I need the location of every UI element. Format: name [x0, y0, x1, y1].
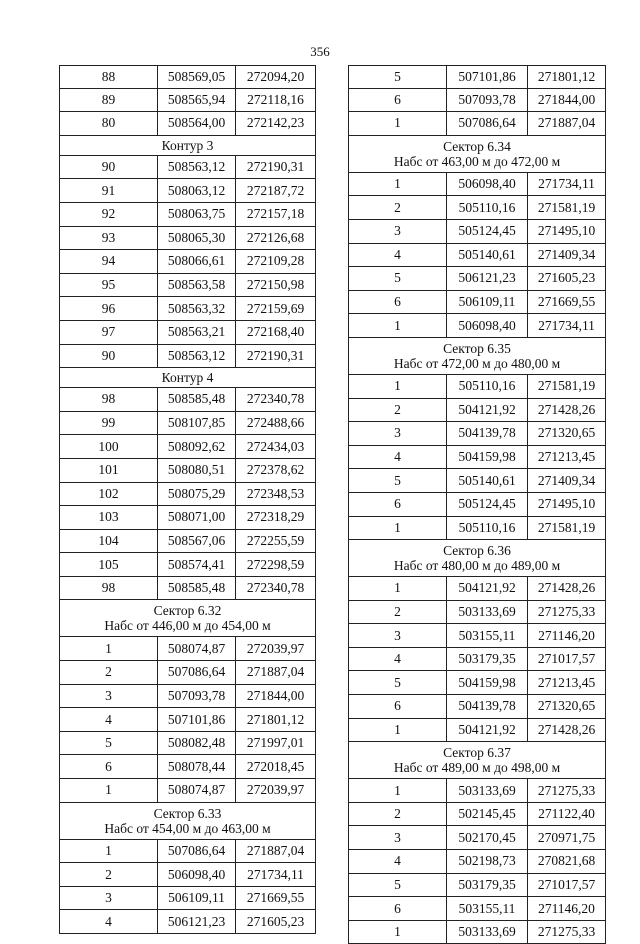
x-coordinate-cell: 502145,45 — [447, 803, 528, 826]
table-row — [59, 345, 316, 369]
table-row — [348, 422, 606, 446]
x-coordinate-cell: 508563,58 — [158, 274, 236, 297]
y-coordinate-cell: 270971,75 — [537, 829, 596, 845]
point-number-cell: 3 — [349, 422, 447, 445]
point-number-cell: 3 — [349, 220, 447, 243]
point-number-cell: 1 — [60, 637, 158, 660]
y-coordinate-cell: 271320,65 — [537, 698, 596, 714]
y-coordinate-cell: 271887,04 — [246, 664, 305, 680]
y-coordinate-cell: 271017,57 — [537, 651, 596, 667]
point-number-cell: 1 — [349, 779, 447, 802]
x-coordinate-cell: 503179,35 — [447, 648, 528, 671]
point-number-cell: 6 — [349, 695, 447, 718]
point-number-cell: 98 — [60, 577, 158, 600]
y-coordinate-cell: 271122,40 — [538, 806, 595, 822]
y-coordinate-cell: 270821,68 — [537, 853, 596, 869]
y-coordinate-cell: 271409,34 — [537, 246, 596, 262]
table-row — [348, 244, 606, 268]
point-number-cell: 89 — [60, 89, 158, 112]
y-coordinate-cell: 271428,26 — [537, 580, 596, 596]
point-number-cell: 2 — [60, 661, 158, 684]
y-coordinate-cell: 272318,29 — [246, 509, 305, 525]
table-row — [59, 297, 316, 321]
table-row — [348, 671, 606, 695]
point-number-cell: 100 — [60, 435, 158, 458]
table-row — [59, 708, 316, 732]
table-row — [348, 291, 606, 315]
table-row — [348, 874, 606, 898]
point-number-cell: 5 — [349, 469, 447, 492]
section-title: Контур 4 — [161, 370, 214, 386]
table-row — [348, 375, 606, 399]
x-coordinate-cell: 503133,69 — [447, 601, 528, 624]
x-coordinate-cell: 507101,86 — [158, 708, 236, 731]
x-coordinate-cell: 503179,35 — [447, 874, 528, 897]
point-number-cell: 4 — [60, 708, 158, 731]
y-coordinate-cell: 272109,28 — [246, 253, 305, 269]
point-number-cell: 4 — [349, 244, 447, 267]
point-number-cell: 6 — [349, 291, 447, 314]
y-coordinate-cell: 271734,11 — [247, 866, 304, 882]
right-coordinates-table — [348, 65, 606, 944]
table-row — [59, 65, 316, 89]
x-coordinate-cell: 508063,75 — [158, 203, 236, 226]
section-header — [348, 540, 606, 577]
table-row — [59, 755, 316, 779]
section-height-range: Набс от 454,00 м до 463,00 м — [104, 820, 271, 836]
point-number-cell: 6 — [60, 755, 158, 778]
table-row — [348, 89, 606, 113]
point-number-cell: 3 — [60, 887, 158, 910]
section-title: Сектор 6.36 — [443, 543, 511, 559]
y-coordinate-cell: 271801,12 — [246, 711, 305, 727]
point-number-cell: 90 — [60, 156, 158, 179]
x-coordinate-cell: 504121,92 — [447, 719, 528, 742]
x-coordinate-cell: 508065,30 — [158, 227, 236, 250]
x-coordinate-cell: 507086,64 — [158, 840, 236, 863]
left-coordinates-table — [59, 65, 316, 934]
table-row — [59, 435, 316, 459]
table-row — [348, 493, 606, 517]
point-number-cell: 1 — [60, 840, 158, 863]
section-height-range: Набс от 446,00 м до 454,00 м — [104, 618, 271, 634]
x-coordinate-cell: 502198,73 — [447, 850, 528, 873]
point-number-cell: 98 — [60, 388, 158, 411]
table-row — [59, 910, 316, 934]
x-coordinate-cell: 508080,51 — [158, 459, 236, 482]
x-coordinate-cell: 506121,23 — [158, 910, 236, 933]
section-title: Контур 3 — [161, 137, 214, 153]
point-number-cell: 96 — [60, 297, 158, 320]
x-coordinate-cell: 508563,12 — [158, 345, 236, 368]
x-coordinate-cell: 504139,78 — [447, 695, 528, 718]
x-coordinate-cell: 508107,85 — [158, 412, 236, 435]
y-coordinate-cell: 271801,12 — [537, 68, 596, 84]
point-number-cell: 97 — [60, 321, 158, 344]
y-coordinate-cell: 272159,69 — [246, 300, 305, 316]
section-header — [348, 338, 606, 375]
x-coordinate-cell: 508585,48 — [158, 388, 236, 411]
x-coordinate-cell: 506098,40 — [158, 863, 236, 886]
table-row — [59, 203, 316, 227]
table-row — [348, 624, 606, 648]
section-header — [348, 742, 606, 779]
y-coordinate-cell: 271887,04 — [537, 115, 596, 131]
table-row — [59, 732, 316, 756]
table-row — [348, 803, 606, 827]
point-number-cell: 88 — [60, 66, 158, 88]
section-header — [59, 368, 316, 388]
table-row — [348, 446, 606, 470]
x-coordinate-cell: 507093,78 — [447, 89, 528, 112]
table-row — [348, 577, 606, 601]
y-coordinate-cell: 272488,66 — [246, 415, 305, 431]
point-number-cell: 1 — [349, 719, 447, 742]
x-coordinate-cell: 508563,32 — [158, 297, 236, 320]
table-row — [59, 863, 316, 887]
x-coordinate-cell: 508563,12 — [158, 156, 236, 179]
table-row — [348, 850, 606, 874]
y-coordinate-cell: 272126,68 — [246, 229, 305, 245]
y-coordinate-cell: 272168,40 — [246, 324, 305, 340]
table-row — [59, 179, 316, 203]
y-coordinate-cell: 271275,33 — [537, 603, 596, 619]
y-coordinate-cell: 271581,19 — [537, 519, 596, 535]
point-number-cell: 2 — [349, 399, 447, 422]
table-row — [59, 483, 316, 507]
table-row — [348, 648, 606, 672]
point-number-cell: 6 — [349, 897, 447, 920]
y-coordinate-cell: 272255,59 — [246, 532, 305, 548]
point-number-cell: 105 — [60, 553, 158, 576]
table-row — [59, 530, 316, 554]
point-number-cell: 1 — [349, 921, 447, 944]
x-coordinate-cell: 508078,44 — [158, 755, 236, 778]
y-coordinate-cell: 272039,97 — [246, 640, 305, 656]
table-row — [59, 685, 316, 709]
y-coordinate-cell: 272039,97 — [246, 782, 305, 798]
y-coordinate-cell: 272157,18 — [246, 206, 305, 222]
page-number: 356 — [310, 44, 330, 59]
section-height-range: Набс от 480,00 м до 489,00 м — [393, 558, 561, 574]
y-coordinate-cell: 271495,10 — [537, 496, 596, 512]
x-coordinate-cell: 508074,87 — [158, 779, 236, 802]
point-number-cell: 99 — [60, 412, 158, 435]
x-coordinate-cell: 504139,78 — [447, 422, 528, 445]
section-header — [59, 600, 316, 637]
point-number-cell: 95 — [60, 274, 158, 297]
point-number-cell: 4 — [349, 446, 447, 469]
table-row — [348, 719, 606, 743]
section-header — [348, 136, 606, 173]
y-coordinate-cell: 272340,78 — [246, 580, 305, 596]
table-row — [348, 601, 606, 625]
table-row — [348, 695, 606, 719]
table-row — [59, 227, 316, 251]
point-number-cell: 94 — [60, 250, 158, 273]
y-coordinate-cell: 271428,26 — [537, 401, 596, 417]
point-number-cell: 2 — [349, 601, 447, 624]
table-row — [348, 399, 606, 423]
x-coordinate-cell: 506121,23 — [447, 267, 528, 290]
section-title: Сектор 6.34 — [443, 138, 511, 154]
x-coordinate-cell: 508075,29 — [158, 483, 236, 506]
x-coordinate-cell: 503133,69 — [447, 921, 528, 944]
x-coordinate-cell: 508063,12 — [158, 179, 236, 202]
x-coordinate-cell: 505110,16 — [447, 196, 528, 219]
y-coordinate-cell: 272340,78 — [246, 391, 305, 407]
y-coordinate-cell: 271734,11 — [538, 176, 595, 192]
table-row — [59, 250, 316, 274]
section-title: Сектор 6.35 — [443, 340, 511, 356]
y-coordinate-cell: 271409,34 — [537, 472, 596, 488]
x-coordinate-cell: 508564,00 — [158, 112, 236, 135]
y-coordinate-cell: 272298,59 — [246, 556, 305, 572]
point-number-cell: 1 — [60, 779, 158, 802]
y-coordinate-cell: 271605,23 — [537, 270, 596, 286]
table-row — [59, 506, 316, 530]
x-coordinate-cell: 504159,98 — [447, 446, 528, 469]
point-number-cell: 1 — [349, 375, 447, 398]
x-coordinate-cell: 504121,92 — [447, 399, 528, 422]
point-number-cell: 3 — [349, 624, 447, 647]
table-row — [59, 661, 316, 685]
x-coordinate-cell: 508074,87 — [158, 637, 236, 660]
y-coordinate-cell: 271844,00 — [246, 687, 305, 703]
section-height-range: Набс от 463,00 м до 472,00 м — [393, 153, 561, 169]
point-number-cell: 90 — [60, 345, 158, 368]
table-row — [59, 112, 316, 136]
table-row — [59, 156, 316, 180]
section-header — [59, 803, 316, 840]
y-coordinate-cell: 271146,20 — [538, 900, 595, 916]
point-number-cell: 91 — [60, 179, 158, 202]
point-number-cell: 5 — [349, 66, 447, 88]
x-coordinate-cell: 503155,11 — [447, 897, 528, 920]
table-row — [348, 314, 606, 338]
y-coordinate-cell: 272348,53 — [246, 485, 305, 501]
x-coordinate-cell: 504159,98 — [447, 671, 528, 694]
point-number-cell: 5 — [349, 874, 447, 897]
table-row — [348, 220, 606, 244]
table-row — [59, 577, 316, 601]
point-number-cell: 1 — [349, 517, 447, 540]
point-number-cell: 4 — [349, 850, 447, 873]
x-coordinate-cell: 504121,92 — [447, 577, 528, 600]
point-number-cell: 104 — [60, 530, 158, 553]
point-number-cell: 80 — [60, 112, 158, 135]
x-coordinate-cell: 507093,78 — [158, 685, 236, 708]
x-coordinate-cell: 505140,61 — [447, 244, 528, 267]
table-row — [59, 321, 316, 345]
section-header — [59, 136, 316, 156]
y-coordinate-cell: 272187,72 — [246, 182, 305, 198]
y-coordinate-cell: 272378,62 — [246, 462, 305, 478]
y-coordinate-cell: 271669,55 — [537, 294, 596, 310]
table-row — [59, 459, 316, 483]
point-number-cell: 2 — [349, 196, 447, 219]
point-number-cell: 4 — [60, 910, 158, 933]
table-row — [348, 65, 606, 89]
section-height-range: Набс от 489,00 м до 498,00 м — [393, 760, 561, 776]
table-row — [348, 517, 606, 541]
x-coordinate-cell: 505124,45 — [447, 220, 528, 243]
y-coordinate-cell: 271213,45 — [537, 674, 596, 690]
y-coordinate-cell: 271581,19 — [537, 199, 596, 215]
point-number-cell: 6 — [349, 493, 447, 516]
y-coordinate-cell: 272118,16 — [247, 91, 304, 107]
y-coordinate-cell: 272190,31 — [246, 159, 305, 175]
x-coordinate-cell: 502170,45 — [447, 826, 528, 849]
point-number-cell: 2 — [60, 863, 158, 886]
y-coordinate-cell: 271213,45 — [537, 449, 596, 465]
point-number-cell: 5 — [349, 267, 447, 290]
point-number-cell: 1 — [349, 577, 447, 600]
table-row — [348, 469, 606, 493]
x-coordinate-cell: 508567,06 — [158, 530, 236, 553]
table-row — [348, 173, 606, 197]
x-coordinate-cell: 505124,45 — [447, 493, 528, 516]
y-coordinate-cell: 271495,10 — [537, 223, 596, 239]
x-coordinate-cell: 506109,11 — [158, 887, 236, 910]
point-number-cell: 101 — [60, 459, 158, 482]
section-title: Сектор 6.37 — [443, 745, 511, 761]
x-coordinate-cell: 508092,62 — [158, 435, 236, 458]
section-height-range: Набс от 472,00 м до 480,00 м — [393, 355, 561, 371]
y-coordinate-cell: 271581,19 — [537, 378, 596, 394]
x-coordinate-cell: 508574,41 — [158, 553, 236, 576]
table-row — [59, 388, 316, 412]
table-row — [348, 267, 606, 291]
y-coordinate-cell: 271428,26 — [537, 721, 596, 737]
x-coordinate-cell: 505110,16 — [447, 517, 528, 540]
table-row — [59, 274, 316, 298]
point-number-cell: 3 — [349, 826, 447, 849]
x-coordinate-cell: 507101,86 — [447, 66, 528, 88]
x-coordinate-cell: 508563,21 — [158, 321, 236, 344]
table-row — [59, 779, 316, 803]
y-coordinate-cell: 272434,03 — [246, 438, 305, 454]
x-coordinate-cell: 505140,61 — [447, 469, 528, 492]
y-coordinate-cell: 272018,45 — [246, 758, 305, 774]
point-number-cell: 5 — [349, 671, 447, 694]
x-coordinate-cell: 506109,11 — [447, 291, 528, 314]
point-number-cell: 1 — [349, 112, 447, 135]
x-coordinate-cell: 508082,48 — [158, 732, 236, 755]
y-coordinate-cell: 271017,57 — [537, 876, 596, 892]
y-coordinate-cell: 271146,20 — [538, 627, 595, 643]
x-coordinate-cell: 505110,16 — [447, 375, 528, 398]
point-number-cell: 2 — [349, 803, 447, 826]
x-coordinate-cell: 507086,64 — [158, 661, 236, 684]
table-row — [59, 887, 316, 911]
point-number-cell: 6 — [349, 89, 447, 112]
y-coordinate-cell: 271275,33 — [537, 782, 596, 798]
y-coordinate-cell: 272190,31 — [246, 347, 305, 363]
point-number-cell: 5 — [60, 732, 158, 755]
section-title: Сектор 6.33 — [153, 805, 222, 821]
x-coordinate-cell: 503155,11 — [447, 624, 528, 647]
y-coordinate-cell: 271844,00 — [537, 91, 596, 107]
x-coordinate-cell: 508585,48 — [158, 577, 236, 600]
table-row — [348, 897, 606, 921]
y-coordinate-cell: 271320,65 — [537, 425, 596, 441]
y-coordinate-cell: 271275,33 — [537, 924, 596, 940]
x-coordinate-cell: 508565,94 — [158, 89, 236, 112]
y-coordinate-cell: 272150,98 — [246, 277, 305, 293]
x-coordinate-cell: 503133,69 — [447, 779, 528, 802]
table-row — [348, 921, 606, 944]
table-row — [59, 840, 316, 864]
table-row — [348, 196, 606, 220]
point-number-cell: 1 — [349, 173, 447, 196]
section-title: Сектор 6.32 — [153, 603, 222, 619]
point-number-cell: 3 — [60, 685, 158, 708]
y-coordinate-cell: 271997,01 — [246, 735, 305, 751]
point-number-cell: 102 — [60, 483, 158, 506]
point-number-cell: 4 — [349, 648, 447, 671]
y-coordinate-cell: 271887,04 — [246, 842, 305, 858]
table-row — [348, 779, 606, 803]
table-row — [59, 553, 316, 577]
x-coordinate-cell: 507086,64 — [447, 112, 528, 135]
point-number-cell: 92 — [60, 203, 158, 226]
x-coordinate-cell: 508569,05 — [158, 66, 236, 88]
y-coordinate-cell: 271605,23 — [246, 913, 305, 929]
table-row — [348, 112, 606, 136]
y-coordinate-cell: 271734,11 — [538, 317, 595, 333]
table-row — [59, 412, 316, 436]
table-row — [348, 826, 606, 850]
x-coordinate-cell: 508066,61 — [158, 250, 236, 273]
y-coordinate-cell: 272094,20 — [246, 68, 305, 84]
x-coordinate-cell: 506098,40 — [447, 314, 528, 337]
y-coordinate-cell: 272142,23 — [246, 115, 305, 131]
table-row — [59, 89, 316, 113]
y-coordinate-cell: 271669,55 — [246, 890, 305, 906]
point-number-cell: 1 — [349, 314, 447, 337]
x-coordinate-cell: 506098,40 — [447, 173, 528, 196]
point-number-cell: 93 — [60, 227, 158, 250]
point-number-cell: 103 — [60, 506, 158, 529]
x-coordinate-cell: 508071,00 — [158, 506, 236, 529]
table-row — [59, 637, 316, 661]
